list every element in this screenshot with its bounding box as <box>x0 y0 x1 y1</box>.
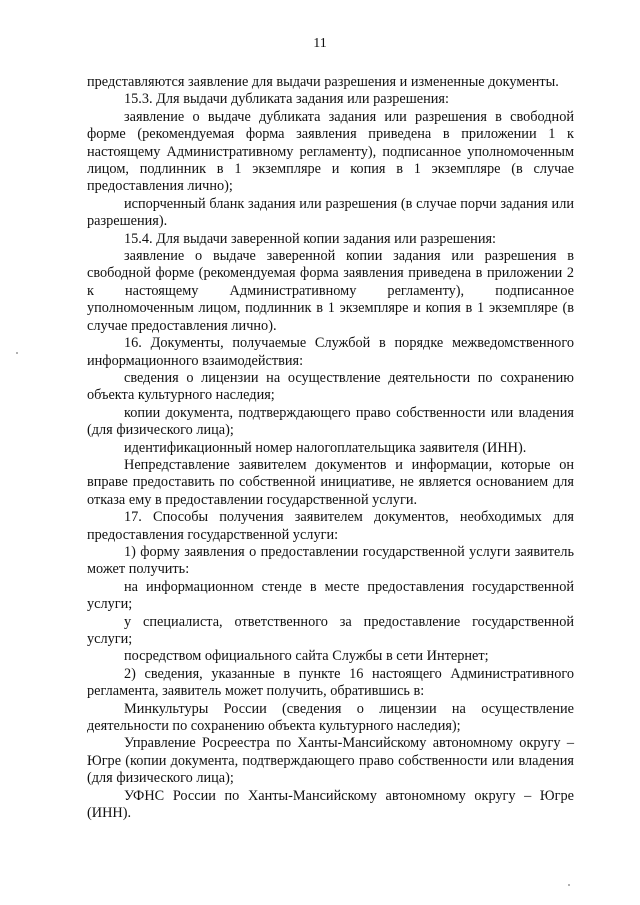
paragraph: 15.3. Для выдачи дубликата задания или разрешения: <box>124 91 449 108</box>
paragraph: идентификационный номер налогоплательщика заявителя (ИНН). <box>124 439 527 456</box>
paragraph: копии документа, подтверждающего право собственности или владения (для физического лица); <box>87 404 574 439</box>
paragraph: УФНС России по Ханты-Мансийскому автономному округу – Югре (ИНН). <box>87 787 574 822</box>
paragraph: 2) сведения, указанные в пункте 16 настоящего Административного регламента, заявитель может получить, обратившись в: <box>87 665 574 700</box>
paragraph: 16. Документы, получаемые Службой в порядке межведомственного информационного взаимодействия: <box>87 335 574 369</box>
scan-speck <box>16 352 18 354</box>
paragraph: заявление о выдаче заверенной копии задания или разрешения в свободной форме (рекомендуемая форма заявления приведена в приложении 2 к настоящему Административному регламенту), подписанное уполномоченным лицом, подлинник в 1 экземпляре и копия в 1 экземпляре (в случае предоставления лично). <box>87 248 574 334</box>
paragraph: сведения о лицензии на осуществление деятельности по сохранению объекта культурного наследия; <box>87 369 574 404</box>
paragraph: посредством официального сайта Службы в сети Интернет; <box>124 648 489 665</box>
paragraph: 17. Способы получения заявителем документов, необходимых для предоставления государственной услуги: <box>87 509 574 543</box>
paragraph: 1) форму заявления о предоставлении государственной услуги заявитель может получить: <box>87 543 574 578</box>
document-body <box>87 74 574 822</box>
paragraph: на информационном стенде в месте предоставления государственной услуги; <box>87 578 574 613</box>
page-number: 11 <box>313 36 327 51</box>
paragraph: Минкультуры России (сведения о лицензии на осуществление деятельности по сохранению объекта культурного наследия); <box>87 700 574 735</box>
paragraph: у специалиста, ответственного за предоставление государственной услуги; <box>87 613 574 647</box>
paragraph: Управление Росреестра по Ханты-Мансийскому автономному округу – Югре (копии документа, подтверждающего право собственности или владения (для физического лица); <box>87 735 574 787</box>
paragraph: испорченный бланк задания или разрешения (в случае порчи задания или разрешения). <box>87 195 574 230</box>
paragraph: Непредставление заявителем документов и информации, которые он вправе предоставить по собственной инициативе, не является основанием для отказа ему в предоставлении государственной услуги. <box>87 456 574 508</box>
scan-speck <box>568 884 570 886</box>
paragraph: представляются заявление для выдачи разрешения и измененные документы. <box>87 74 559 90</box>
paragraph: заявление о выдаче дубликата задания или разрешения в свободной форме (рекомендуемая форма заявления приведена в приложении 1 к настоящему Административному регламенту), подписанное уполномоченным лицом, подлинник в 1 экземпляре и копия в 1 экземпляре (в случае предоставления лично); <box>87 108 574 195</box>
paragraph: 15.4. Для выдачи заверенной копии задания или разрешения: <box>124 230 497 247</box>
